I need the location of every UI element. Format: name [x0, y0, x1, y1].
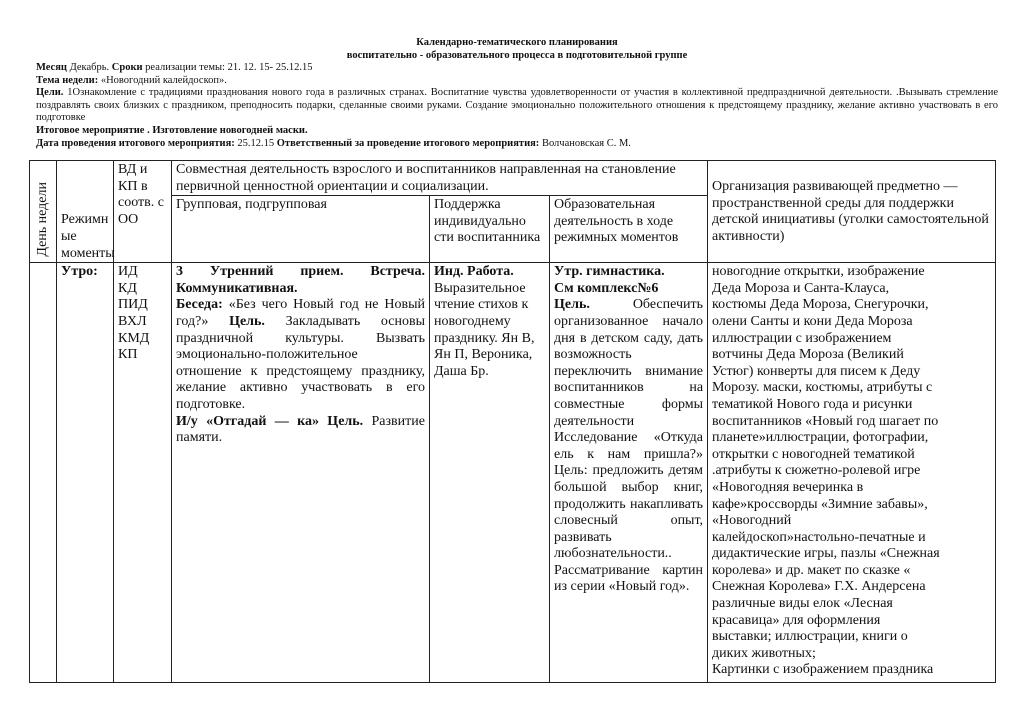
environment-line: красавица» для оформления: [712, 612, 881, 628]
area-item: ВХЛ: [118, 313, 147, 329]
individual-text: Выразительное чтение стихов к новогоднему празднику. Ян В, Ян П, Вероника, Даша Бр.: [434, 280, 535, 379]
cell-educational-activity: [550, 263, 708, 683]
complex-label: См комплекс№6: [554, 280, 659, 296]
group-goal-text: Закладывать основы праздничной культуры. Вызвать эмоционально-положительное отношение к предстоящему празднику, желание активно участвовать в его подготовке.: [176, 313, 425, 412]
area-item: КД: [118, 280, 137, 296]
environment-line: открытки с новогодней тематикой: [712, 446, 915, 462]
group-goal-label: Цель.: [229, 313, 265, 329]
environment-line: выставки; иллюстрации, книги о: [712, 629, 908, 645]
header-cell-areas: [114, 161, 172, 263]
header-group: Групповая, подгрупповая: [176, 197, 327, 213]
final-event: Итоговое мероприятие . Изготовление новогодней маски.: [36, 124, 308, 136]
period-label: Сроки: [111, 62, 143, 73]
group-intro: 3 Утренний прием. Встреча. Коммуникативная.: [176, 264, 425, 296]
final-date-line: [36, 138, 998, 151]
header-cell-environment: [708, 161, 996, 263]
environment-line: новогодние открытки, изображение: [712, 264, 925, 280]
row-mode-morning: Утро:: [61, 264, 98, 280]
theme-line: [36, 75, 998, 88]
header-regime-moments: Режимн ые моменты: [61, 212, 115, 261]
environment-line: олени Санты и кони Деда Мороза: [712, 313, 913, 329]
responsible-label: Ответственный за проведение итогового мероприятия:: [276, 137, 540, 149]
environment-line: «Новогодняя вечеринка в: [712, 479, 864, 495]
responsible-value: Волчановская С. М.: [539, 137, 631, 149]
environment-line: Картинки с изображением праздника: [712, 662, 934, 678]
month-label: Месяц: [36, 62, 67, 73]
plan-table: [29, 160, 996, 683]
environment-line: тематикой Нового года и рисунки: [712, 396, 913, 412]
environment-line: Снежная Королева» Г.Х. Андерсена: [712, 579, 926, 595]
environment-line: королева» и др. макет по сказке «: [712, 562, 911, 578]
environment-line: Устюг) конверты для писем к Деду: [712, 363, 921, 379]
final-date-value: 25.12.15: [234, 137, 277, 149]
gymnastics-label: Утр. гимнастика.: [554, 264, 665, 280]
environment-line: вотчины Деда Мороза (Великий: [712, 347, 904, 363]
cell-individual-work: [430, 263, 550, 683]
cell-group-activity: [172, 263, 430, 683]
environment-line: Деда Мороза и Санта-Клауса,: [712, 280, 890, 296]
document-title: [36, 36, 998, 62]
header-environment: Организация развивающей предметно — пространственной среды для поддержки детской инициативы (уголки самостоятельной активности): [712, 178, 989, 244]
header-cell-educational: [550, 196, 708, 263]
environment-line: диких животных;: [712, 645, 816, 661]
environment-line: дидактические игры, пазлы «Снежная: [712, 546, 940, 562]
month-value: Декабрь.: [66, 62, 112, 73]
title-line-2: воспитательно - образовательного процесса в подготовительной группе: [346, 50, 688, 61]
header-educational-activity: Образовательная деятельность в ходе режимных моментов: [554, 197, 679, 246]
final-event-line: [36, 125, 998, 138]
header-cell-day: [30, 161, 57, 263]
environment-line: воспитанников «Новый год шагает по: [712, 413, 939, 429]
educational-goal-label: Цель.: [554, 297, 590, 313]
environment-line: Морозу. маски, костюмы, атрибуты с: [712, 380, 933, 396]
theme-value: «Новогодний калейдоскоп».: [98, 74, 227, 86]
header-day-of-week: День недели: [35, 181, 50, 257]
environment-line: различные виды елок «Лесная: [712, 596, 893, 612]
talk-label: Беседа:: [176, 297, 223, 313]
cell-mode: [57, 263, 114, 683]
cell-areas: [114, 263, 172, 683]
game-label: И/у «Отгадай — ка» Цель.: [176, 413, 364, 429]
area-item: ПИД: [118, 297, 148, 313]
goals-value: 1Ознакомление с традициями празднования нового года в различных странах. Воспитатние чувства удовлетворенности от участия в коллективной предпраздничной деятельности. .Вызывать стремление поздравлять своих близких с праздником, преподносить подарки, сделанные своими руками. Создание эмоционально положительного отношения к предстоящему празднику, желание активно участвовать в его подготовке: [36, 87, 998, 124]
area-item: ИД: [118, 264, 138, 280]
plan-meta: [36, 62, 998, 150]
game-text: Развитие памяти.: [176, 413, 425, 446]
table-row-morning: [30, 263, 996, 683]
goals-label: Цели.: [36, 87, 64, 99]
environment-line: калейдоскоп»настольно-печатные и: [712, 529, 926, 545]
environment-line: «Новогодний: [712, 513, 792, 529]
cell-day-empty: [30, 263, 57, 683]
header-cell-joint: [172, 161, 708, 196]
goals-paragraph: [36, 87, 998, 125]
table-header-row-1: [30, 161, 996, 196]
final-date-label: Дата проведения итогового мероприятия:: [36, 137, 235, 149]
title-line-1: Календарно-тематического планирования: [416, 37, 618, 48]
header-activity-areas: ВД и КП в соотв. с ОО: [118, 162, 164, 227]
cell-environment: [708, 263, 996, 683]
educational-goal-text: Обеспечить организованное начало дня в детском саду, дать возможность переключить внимание воспитанников на совместные формы деятельности Исследование «Откуда ель к нам пришла?» Цель: предложить детям большой выбор книг, продолжить накапливать словесный опыт, развивать любознательности.. Рассматривание картин из серии «Новый год».: [554, 297, 704, 595]
month-line: [36, 62, 998, 75]
header-cell-mode: [57, 161, 114, 263]
header-cell-group: [172, 196, 430, 263]
environment-line: иллюстрации с изображением: [712, 330, 892, 346]
environment-line: костюмы Деда Мороза, Снегурочки,: [712, 297, 929, 313]
environment-line: планете»иллюстрации, фотографии,: [712, 430, 929, 446]
environment-line: кафе»кроссворды «Зимние забавы»,: [712, 496, 928, 512]
environment-line: .атрибуты к сюжетно-ролевой игре: [712, 463, 921, 479]
individual-label: Инд. Работа.: [434, 264, 514, 280]
header-joint-activity: Совместная деятельность взрослого и воспитанников направленная на становление первичной ценностной ориентации и социализации.: [176, 162, 676, 194]
header-individual-support: Поддержка индивидуально сти воспитанника: [434, 197, 541, 246]
theme-label: Тема недели:: [36, 74, 99, 86]
area-item: КП: [118, 347, 138, 363]
area-item: КМД: [118, 330, 150, 346]
header-cell-individual: [430, 196, 550, 263]
talk-text: «Без чего Новый год не Новый год?»: [176, 297, 425, 329]
period-value: реализации темы: 21. 12. 15- 25.12.15: [142, 62, 313, 73]
